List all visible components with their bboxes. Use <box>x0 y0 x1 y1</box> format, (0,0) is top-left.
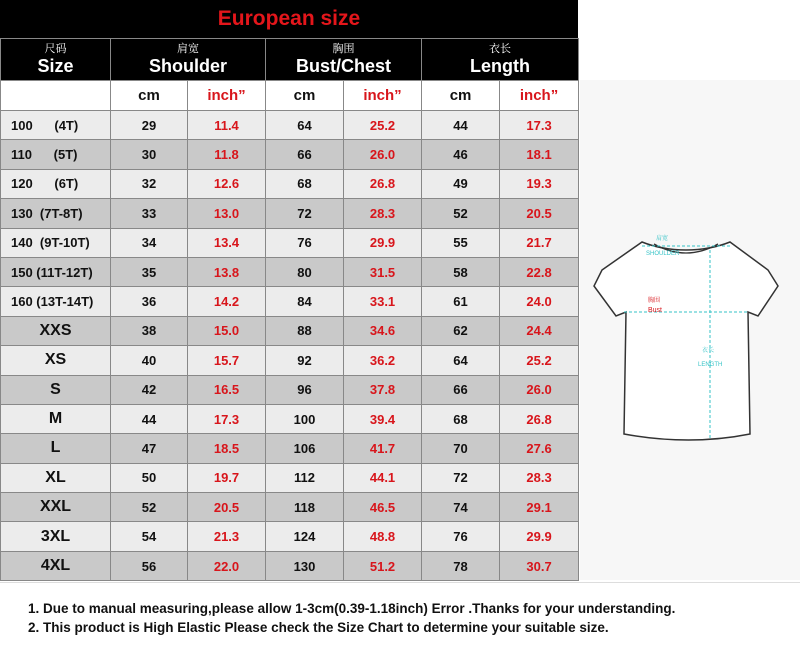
length-in-cell: 17.3 <box>500 111 579 140</box>
length-in-cell: 24.4 <box>500 316 579 345</box>
length-in-cell: 25.2 <box>500 346 579 375</box>
shoulder-in-cell: 13.8 <box>188 257 266 286</box>
table-row <box>1 434 579 463</box>
bust-cm-cell: 72 <box>266 199 344 228</box>
size-cell: 4XL <box>1 551 111 580</box>
bust-cm-cell: 112 <box>266 463 344 492</box>
shoulder-in-cell: 15.0 <box>188 316 266 345</box>
bust-label-en: Bust <box>648 307 663 314</box>
shoulder-cm-cell: 32 <box>111 169 188 198</box>
bust-in-cell: 34.6 <box>344 316 422 345</box>
bust-in-cell: 36.2 <box>344 346 422 375</box>
unit-row <box>1 81 579 111</box>
tshirt-svg <box>580 80 800 580</box>
length-cm-cell: 46 <box>422 140 500 169</box>
shoulder-in-cell: 18.5 <box>188 434 266 463</box>
length-in-cell: 26.0 <box>500 375 579 404</box>
length-in-cell: 22.8 <box>500 257 579 286</box>
header-row <box>1 39 579 81</box>
size-cell: 160 (13T-14T) <box>1 287 111 316</box>
bust-cm-cell: 68 <box>266 169 344 198</box>
bust-cm-cell: 96 <box>266 375 344 404</box>
bust-cm-cell: 118 <box>266 493 344 522</box>
bust-cm-cell: 66 <box>266 140 344 169</box>
length-cm-cell: 70 <box>422 434 500 463</box>
size-cell: 130 (7T-8T) <box>1 199 111 228</box>
bust-in-cell: 28.3 <box>344 199 422 228</box>
length-cm-cell: 74 <box>422 493 500 522</box>
length-cm-cell: 58 <box>422 257 500 286</box>
table-row <box>1 169 579 198</box>
size-cell: L <box>1 434 111 463</box>
shoulder-in-cell: 16.5 <box>188 375 266 404</box>
table-row <box>1 111 579 140</box>
length-cm-cell: 44 <box>422 111 500 140</box>
length-cm-cell: 62 <box>422 316 500 345</box>
top-right-blank <box>578 0 800 80</box>
size-cell: 3XL <box>1 522 111 551</box>
unit-shoulder-inch: inch” <box>188 81 266 111</box>
bust-in-cell: 29.9 <box>344 228 422 257</box>
bust-in-cell: 46.5 <box>344 493 422 522</box>
shoulder-in-cell: 20.5 <box>188 493 266 522</box>
table-row <box>1 375 579 404</box>
header-size <box>1 39 111 81</box>
header-shoulder-en: Shoulder <box>149 56 228 76</box>
bust-cm-cell: 84 <box>266 287 344 316</box>
size-cell: XL <box>1 463 111 492</box>
bust-cm-cell: 64 <box>266 111 344 140</box>
shoulder-cm-cell: 34 <box>111 228 188 257</box>
bust-cm-cell: 88 <box>266 316 344 345</box>
size-cell: XXS <box>1 316 111 345</box>
bust-in-cell: 25.2 <box>344 111 422 140</box>
shoulder-cm-cell: 44 <box>111 404 188 433</box>
bust-in-cell: 26.8 <box>344 169 422 198</box>
table-row <box>1 463 579 492</box>
size-cell: 150 (11T-12T) <box>1 257 111 286</box>
shoulder-cm-cell: 38 <box>111 316 188 345</box>
header-bust-en: Bust/Chest <box>296 56 392 76</box>
size-cell: XXL <box>1 493 111 522</box>
bust-in-cell: 51.2 <box>344 551 422 580</box>
shoulder-in-cell: 12.6 <box>188 169 266 198</box>
shoulder-cm-cell: 47 <box>111 434 188 463</box>
table-row <box>1 316 579 345</box>
bust-cm-cell: 92 <box>266 346 344 375</box>
length-cm-cell: 49 <box>422 169 500 198</box>
table-row <box>1 199 579 228</box>
unit-shoulder-cm: cm <box>111 81 188 111</box>
shoulder-cm-cell: 40 <box>111 346 188 375</box>
length-in-cell: 28.3 <box>500 463 579 492</box>
shoulder-cm-cell: 50 <box>111 463 188 492</box>
length-cm-cell: 61 <box>422 287 500 316</box>
shoulder-cm-cell: 35 <box>111 257 188 286</box>
bust-cm-cell: 80 <box>266 257 344 286</box>
unit-length-inch: inch” <box>500 81 579 111</box>
length-in-cell: 19.3 <box>500 169 579 198</box>
length-in-cell: 29.1 <box>500 493 579 522</box>
shoulder-in-cell: 22.0 <box>188 551 266 580</box>
header-length-en: Length <box>470 56 531 76</box>
header-shoulder <box>111 39 266 81</box>
bust-cm-cell: 124 <box>266 522 344 551</box>
shoulder-in-cell: 11.8 <box>188 140 266 169</box>
length-cm-cell: 52 <box>422 199 500 228</box>
bust-label-zh: 胸围 <box>648 297 661 304</box>
shoulder-label-zh: 肩宽 <box>656 235 669 242</box>
length-cm-cell: 68 <box>422 404 500 433</box>
shoulder-in-cell: 13.4 <box>188 228 266 257</box>
length-in-cell: 29.9 <box>500 522 579 551</box>
tshirt-outline <box>594 242 778 440</box>
unit-blank <box>1 81 111 111</box>
shoulder-cm-cell: 29 <box>111 111 188 140</box>
shoulder-cm-cell: 42 <box>111 375 188 404</box>
bust-cm-cell: 100 <box>266 404 344 433</box>
shoulder-in-cell: 14.2 <box>188 287 266 316</box>
unit-bust-cm: cm <box>266 81 344 111</box>
bust-in-cell: 39.4 <box>344 404 422 433</box>
size-cell: XS <box>1 346 111 375</box>
shoulder-in-cell: 19.7 <box>188 463 266 492</box>
shoulder-in-cell: 11.4 <box>188 111 266 140</box>
bust-in-cell: 31.5 <box>344 257 422 286</box>
header-bust <box>266 39 422 81</box>
bust-in-cell: 41.7 <box>344 434 422 463</box>
size-cell: 120 (6T) <box>1 169 111 198</box>
length-label-en: LENGTH <box>698 362 723 368</box>
header-shoulder-zh: 肩宽 <box>177 42 199 55</box>
table-row <box>1 257 579 286</box>
shoulder-in-cell: 15.7 <box>188 346 266 375</box>
unit-bust-inch: inch” <box>344 81 422 111</box>
length-in-cell: 21.7 <box>500 228 579 257</box>
chart-title: European size <box>0 0 578 38</box>
table-row <box>1 287 579 316</box>
length-cm-cell: 64 <box>422 346 500 375</box>
bust-in-cell: 37.8 <box>344 375 422 404</box>
table-row <box>1 140 579 169</box>
bust-in-cell: 48.8 <box>344 522 422 551</box>
shoulder-cm-cell: 56 <box>111 551 188 580</box>
length-in-cell: 18.1 <box>500 140 579 169</box>
length-cm-cell: 76 <box>422 522 500 551</box>
length-cm-cell: 55 <box>422 228 500 257</box>
length-in-cell: 24.0 <box>500 287 579 316</box>
header-length <box>422 39 579 81</box>
shoulder-label-en: SHOULDER <box>646 251 680 257</box>
shoulder-cm-cell: 54 <box>111 522 188 551</box>
length-in-cell: 20.5 <box>500 199 579 228</box>
size-cell: 140 (9T-10T) <box>1 228 111 257</box>
table-row <box>1 522 579 551</box>
size-cell: 110 (5T) <box>1 140 111 169</box>
length-label-zh: 衣长 <box>702 347 715 354</box>
unit-length-cm: cm <box>422 81 500 111</box>
bust-cm-cell: 76 <box>266 228 344 257</box>
note-2: 2. This product is High Elastic Please check the Size Chart to determine your suitable size. <box>28 620 609 635</box>
bust-cm-cell: 106 <box>266 434 344 463</box>
shoulder-cm-cell: 36 <box>111 287 188 316</box>
size-cell: M <box>1 404 111 433</box>
note-1: 1. Due to manual measuring,please allow 1-3cm(0.39-1.18inch) Error .Thanks for your understanding. <box>28 601 676 616</box>
table-row <box>1 551 579 580</box>
shoulder-in-cell: 21.3 <box>188 522 266 551</box>
bust-in-cell: 26.0 <box>344 140 422 169</box>
length-in-cell: 30.7 <box>500 551 579 580</box>
header-bust-zh: 胸围 <box>332 42 355 55</box>
shoulder-cm-cell: 33 <box>111 199 188 228</box>
length-cm-cell: 78 <box>422 551 500 580</box>
table-row <box>1 346 579 375</box>
length-in-cell: 27.6 <box>500 434 579 463</box>
size-cell: S <box>1 375 111 404</box>
bust-in-cell: 33.1 <box>344 287 422 316</box>
length-in-cell: 26.8 <box>500 404 579 433</box>
shoulder-in-cell: 17.3 <box>188 404 266 433</box>
header-length-zh: 衣长 <box>489 42 512 55</box>
table-row <box>1 404 579 433</box>
bust-cm-cell: 130 <box>266 551 344 580</box>
size-table <box>0 38 579 581</box>
header-size-en: Size <box>37 56 74 76</box>
notes-panel <box>0 582 800 672</box>
tshirt-diagram <box>580 80 800 580</box>
size-cell: 100 (4T) <box>1 111 111 140</box>
shoulder-cm-cell: 30 <box>111 140 188 169</box>
bust-in-cell: 44.1 <box>344 463 422 492</box>
shoulder-in-cell: 13.0 <box>188 199 266 228</box>
shoulder-cm-cell: 52 <box>111 493 188 522</box>
size-rows <box>1 111 579 581</box>
length-cm-cell: 66 <box>422 375 500 404</box>
length-cm-cell: 72 <box>422 463 500 492</box>
table-row <box>1 228 579 257</box>
table-row <box>1 493 579 522</box>
header-size-zh: 尺码 <box>44 42 67 55</box>
